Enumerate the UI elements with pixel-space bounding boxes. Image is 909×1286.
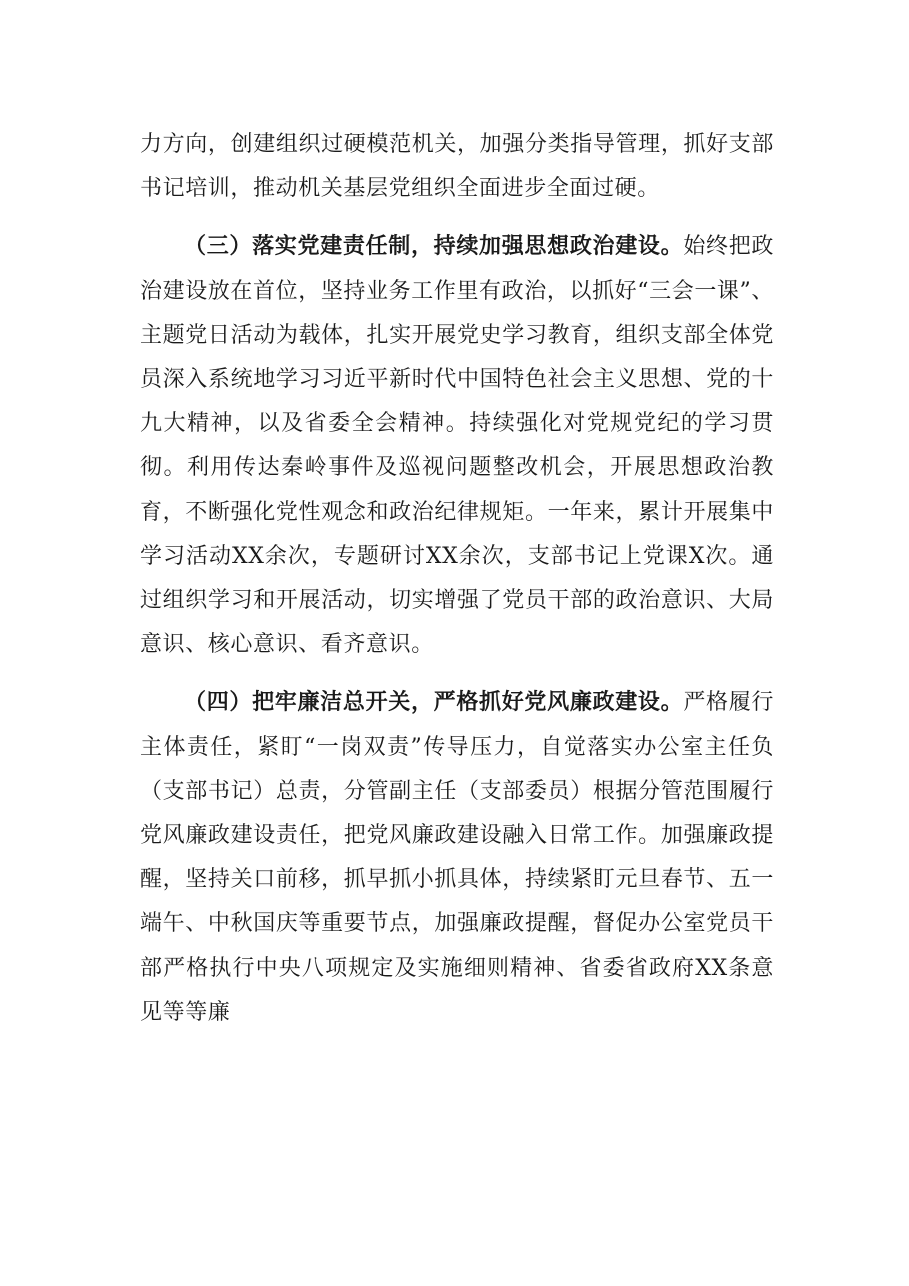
paragraph-section-3	[140, 225, 774, 667]
section-3-body: 始终把政治建设放在首位，坚持业务工作里有政治，以抓好“三会一课”、主题党日活动为载体，扎实开展党史学习教育，组织支部全体党员深入系统地学习习近平新时代中国特色社会主义思想、党的十九大精神，以及省委全会精神。持续强化对党规党纪的学习贯彻。利用传达秦岭事件及巡视问题整改机会，开展思想政治教育，不断强化党性观念和政治纪律规矩。一年来，累计开展集中学习活动XX余次，专题研讨XX余次，支部书记上党课X次。通过组织学习和开展活动，切实增强了党员干部的政治意识、大局意识、核心意识、看齐意识。	[140, 234, 774, 658]
paragraph-section-4	[140, 681, 774, 1035]
document-body	[140, 123, 774, 1035]
paragraph-body: 力方向，创建组织过硬模范机关，加强分类指导管理，抓好支部书记培训，推动机关基层党组织全面进步全面过硬。	[140, 132, 774, 202]
section-4-body: 严格履行主体责任，紧盯“一岗双责”传导压力，自觉落实办公室主任负（支部书记）总责，分管副主任（支部委员）根据分管范围履行党风廉政建设责任，把党风廉政建设融入日常工作。加强廉政提醒，坚持关口前移，抓早抓小抓具体，持续紧盯元旦春节、五一端午、中秋国庆等重要节点，加强廉政提醒，督促办公室党员干部严格执行中央八项规定及实施细则精神、省委省政府XX条意见等等廉	[140, 690, 774, 1025]
paragraph-continuation	[140, 123, 774, 211]
section-3-heading: （三）落实党建责任制，持续加强思想政治建设。	[184, 234, 684, 260]
section-4-heading: （四）把牢廉洁总开关，严格抓好党风廉政建设。	[184, 690, 684, 716]
